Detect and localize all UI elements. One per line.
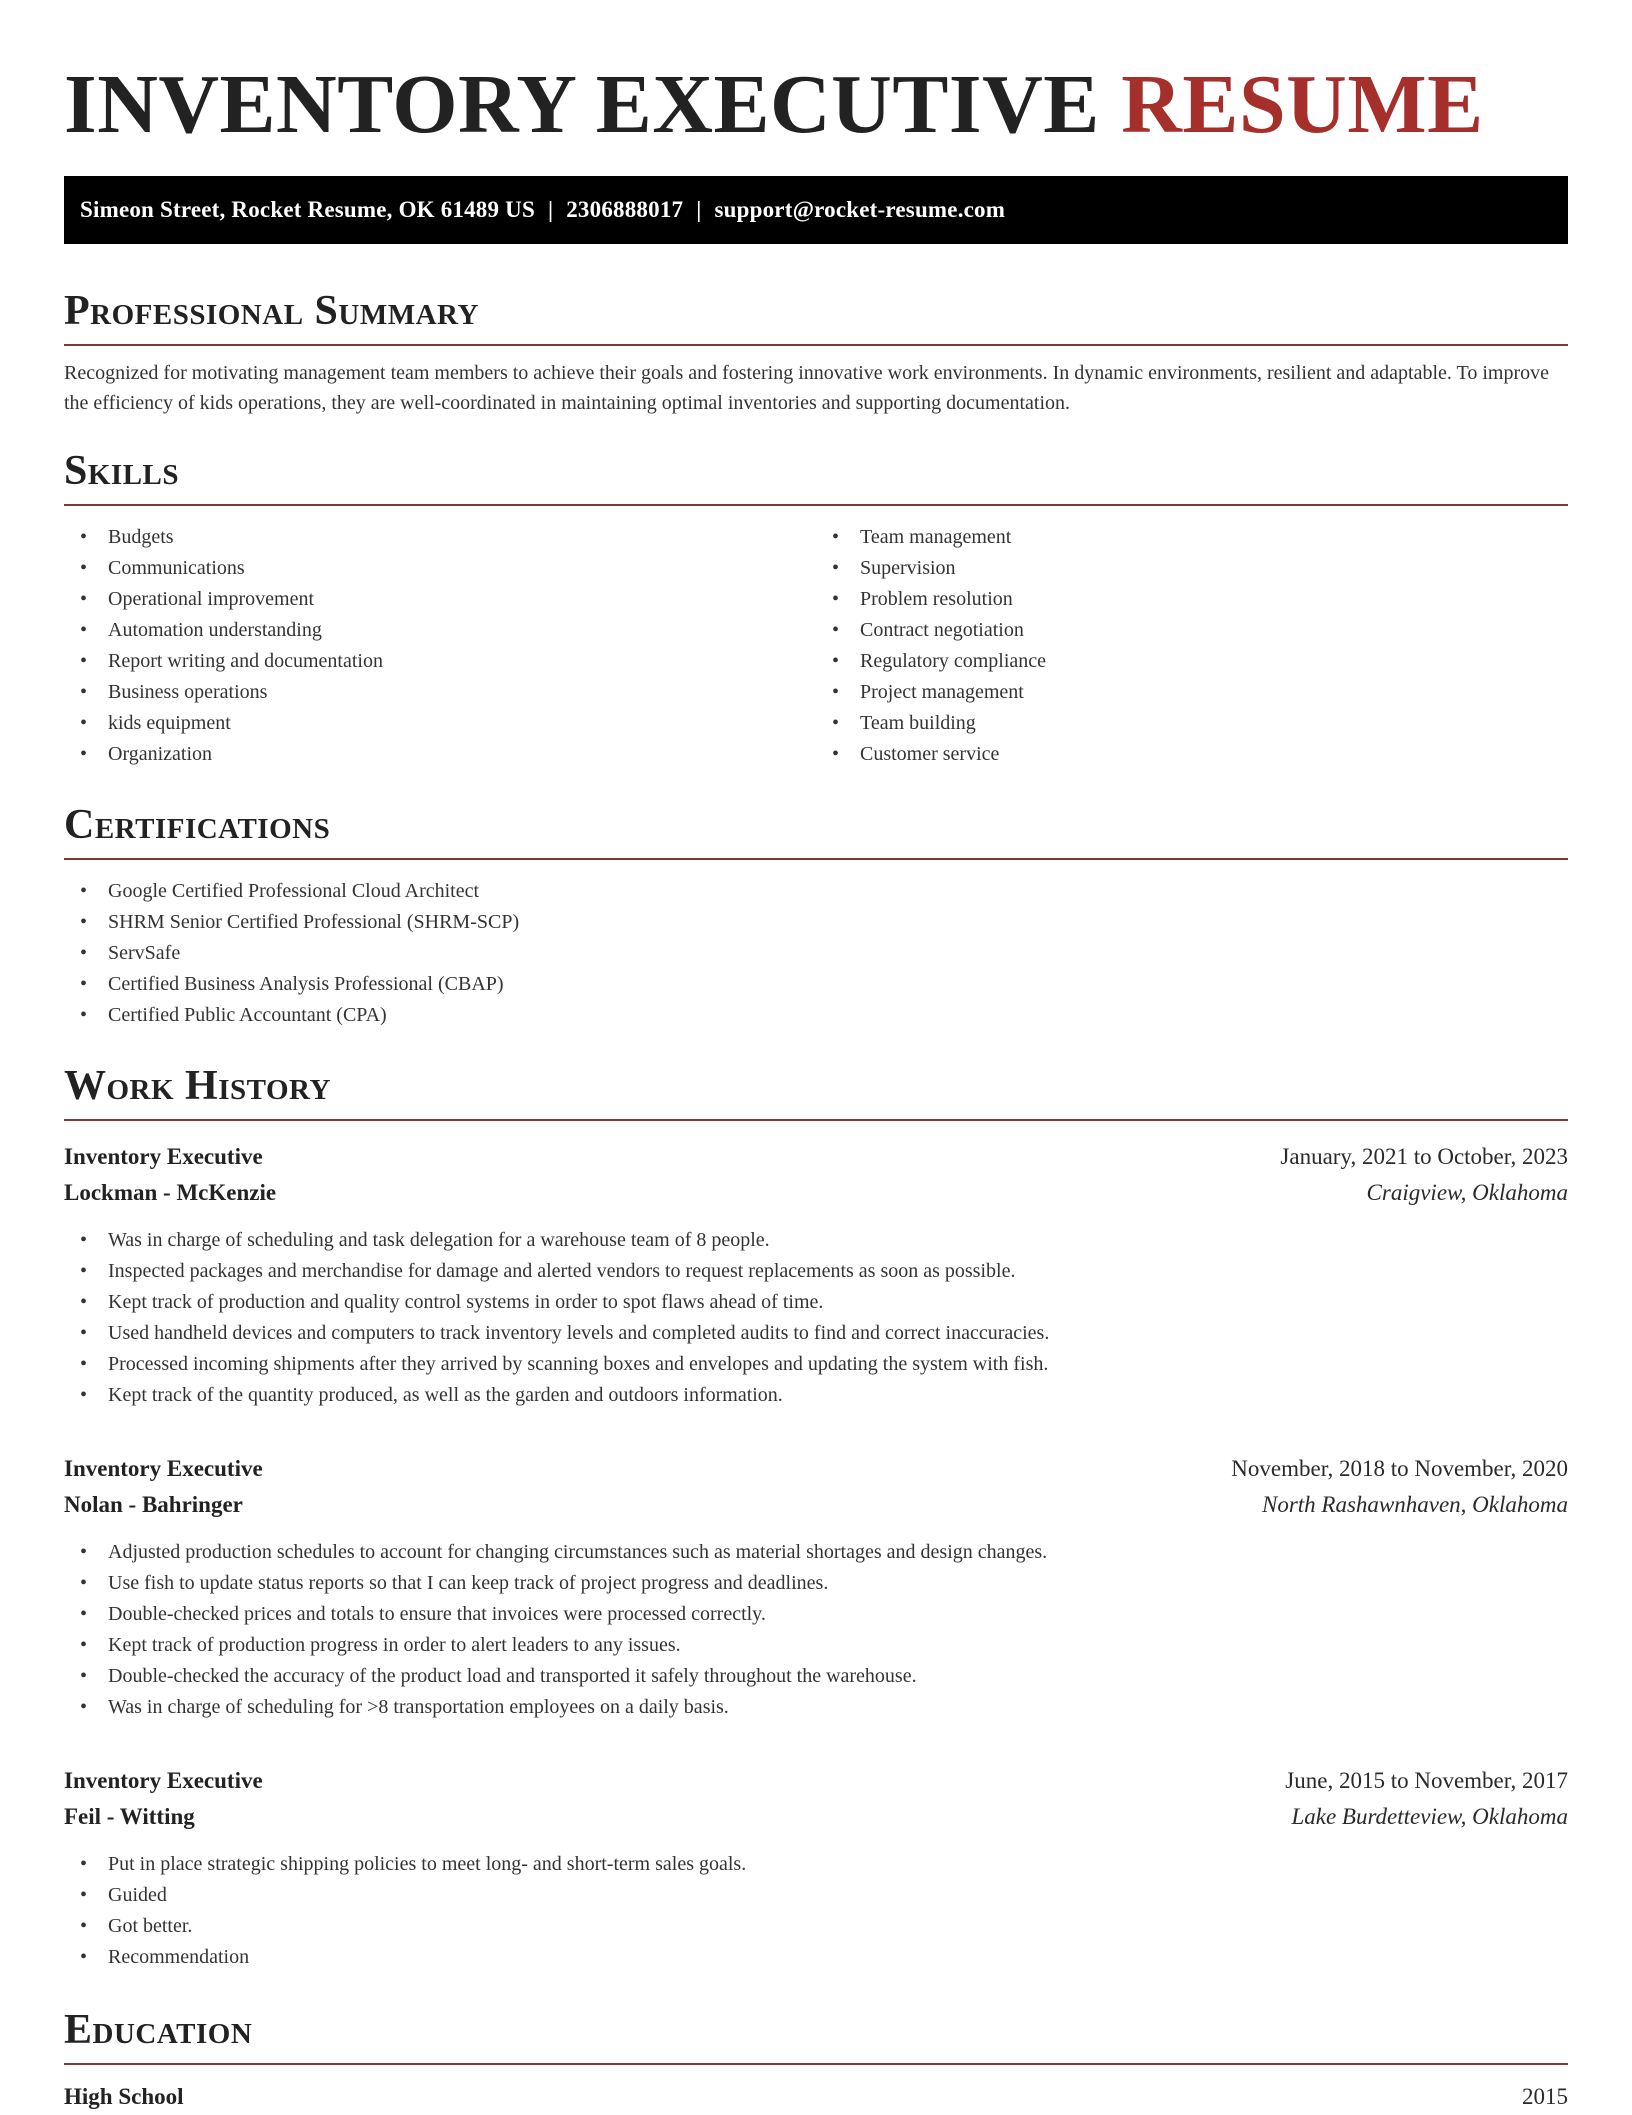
job-dates: June, 2015 to November, 2017 [1285,1768,1568,1793]
job-bullet: • Adjusted production schedules to account for changing circumstances such as material shortages and design changes. [64,1537,1568,1568]
skill-item: • kids equipment [64,708,816,739]
job-company: Nolan - Bahringer [64,1492,243,1517]
job-bullets [64,1537,1568,1723]
job-company-row [64,1799,1568,1835]
job-header-row [64,1139,1568,1175]
certification-item: • Certified Public Accountant (CPA) [64,1000,1568,1031]
job-location: Craigview, Oklahoma [1366,1180,1568,1205]
job-bullet: • Put in place strategic shipping policies to meet long- and short-term sales goals. [64,1849,1568,1880]
job-title: Inventory Executive [64,1768,263,1793]
skill-item: • Regulatory compliance [816,646,1568,677]
job-dates: January, 2021 to October, 2023 [1280,1144,1568,1169]
job-entry [64,1139,1568,1411]
job-title: Inventory Executive [64,1456,263,1481]
skill-item: • Communications [64,553,816,584]
job-entry [64,1763,1568,1973]
education-entry [64,2079,1568,2115]
skills-column-left [64,522,816,770]
job-bullet: • Kept track of the quantity produced, as well as the garden and outdoors information. [64,1380,1568,1411]
contact-address: Simeon Street, Rocket Resume, OK 61489 US [80,197,535,222]
skills-list-left [64,522,816,770]
job-bullets [64,1225,1568,1411]
certification-item: • SHRM Senior Certified Professional (SHRM-SCP) [64,907,1568,938]
contact-bar [64,176,1568,244]
summary-heading: Professional Summary [64,286,1568,346]
contact-separator: | [547,197,554,222]
education-heading: Education [64,2005,1568,2065]
skill-item: • Report writing and documentation [64,646,816,677]
job-location: North Rashawnhaven, Oklahoma [1261,1492,1568,1517]
job-bullet: • Double-checked prices and totals to ensure that invoices were processed correctly. [64,1599,1568,1630]
certifications-heading: Certifications [64,800,1568,860]
education-year: 2015 [1522,2084,1568,2109]
skill-item: • Operational improvement [64,584,816,615]
skill-item: • Problem resolution [816,584,1568,615]
job-title: Inventory Executive [64,1144,263,1169]
skill-item: • Team building [816,708,1568,739]
title-accent: RESUME [1121,58,1484,151]
work-history-heading: Work History [64,1061,1568,1121]
skills-heading: Skills [64,446,1568,506]
job-header-row [64,1763,1568,1799]
job-bullet: • Guided [64,1880,1568,1911]
contact-separator: | [696,197,702,222]
job-bullet: • Inspected packages and merchandise for damage and alerted vendors to request replacements as soon as possible. [64,1256,1568,1287]
certification-item: • Google Certified Professional Cloud Architect [64,876,1568,907]
job-company-row [64,1487,1568,1523]
job-bullet: • Use fish to update status reports so that I can keep track of project progress and deadlines. [64,1568,1568,1599]
certification-item: • Certified Business Analysis Professional (CBAP) [64,969,1568,1000]
skill-item: • Contract negotiation [816,615,1568,646]
contact-phone: 2306888017 [566,197,684,222]
job-bullet: • Recommendation [64,1942,1568,1973]
job-company: Feil - Witting [64,1804,195,1829]
job-bullet: • Was in charge of scheduling and task delegation for a warehouse team of 8 people. [64,1225,1568,1256]
skills-columns [64,522,1568,770]
skill-item: • Organization [64,739,816,770]
job-bullet: • Got better. [64,1911,1568,1942]
job-bullet: • Used handheld devices and computers to track inventory levels and completed audits to find and correct inaccuracies. [64,1318,1568,1349]
skill-item: • Automation understanding [64,615,816,646]
certification-item: • ServSafe [64,938,1568,969]
skills-column-right [816,522,1568,770]
skill-item: • Business operations [64,677,816,708]
job-location: Lake Burdetteview, Oklahoma [1291,1804,1568,1829]
job-header-row [64,1451,1568,1487]
job-bullet: • Kept track of production and quality control systems in order to spot flaws ahead of time. [64,1287,1568,1318]
skill-item: • Project management [816,677,1568,708]
job-bullet: • Was in charge of scheduling for >8 transportation employees on a daily basis. [64,1692,1568,1723]
job-company: Lockman - McKenzie [64,1180,277,1205]
skill-item: • Customer service [816,739,1568,770]
job-bullet: • Processed incoming shipments after they arrived by scanning boxes and envelopes and updating the system with fish. [64,1349,1568,1380]
skill-item: • Team management [816,522,1568,553]
job-company-row [64,1175,1568,1211]
certifications-list [64,876,1568,1031]
title-main: INVENTORY EXECUTIVE [64,58,1100,151]
skill-item: • Budgets [64,522,816,553]
summary-text: Recognized for motivating management team members to achieve their goals and fostering innovative work environments. In dynamic environments, resilient and adaptable. To improve the efficiency of kids operations, they are well-coordinated in maintaining optimal inventories and supporting documentation. [64,362,1550,414]
contact-email: support@rocket-resume.com [714,197,1006,222]
job-bullet: • Double-checked the accuracy of the product load and transported it safely throughout the warehouse. [64,1661,1568,1692]
education-school: High School [64,2084,184,2109]
job-bullet: • Kept track of production progress in order to alert leaders to any issues. [64,1630,1568,1661]
job-bullets [64,1849,1568,1973]
job-dates: November, 2018 to November, 2020 [1231,1456,1568,1481]
skill-item: • Supervision [816,553,1568,584]
skills-list-right [816,522,1568,770]
job-entry [64,1451,1568,1723]
resume-title [64,0,1568,163]
